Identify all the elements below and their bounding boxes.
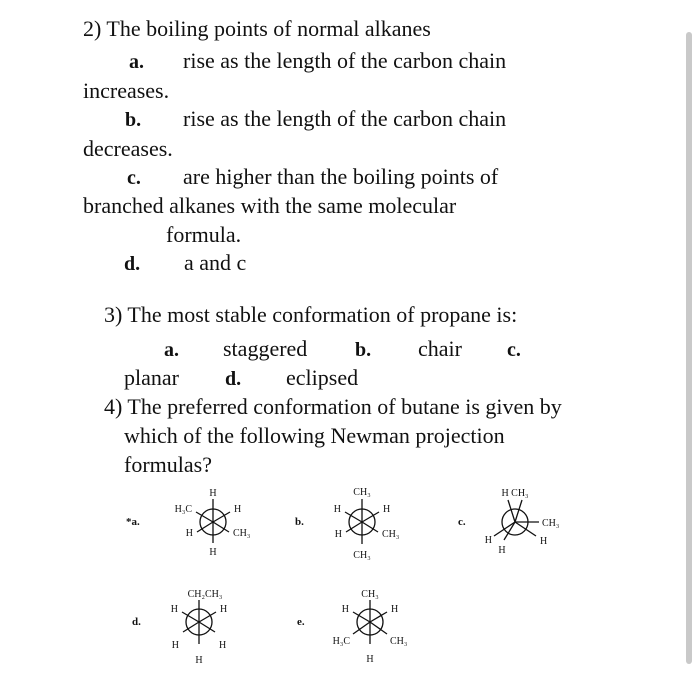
q2-c-cont2: formula. (166, 222, 242, 247)
e-lr: CH₃ (390, 636, 408, 647)
q4-stem-line1: 4) The preferred conformation of butane is given by (104, 394, 562, 419)
a-ur: H (234, 504, 242, 515)
q2-d-label: d. (124, 253, 141, 275)
option-a-label: *a. (126, 516, 140, 528)
a-ul: H₃C (174, 504, 192, 515)
c-top: H CH₃ (501, 488, 529, 499)
newman-projection-d (150, 584, 260, 668)
c-lr: H (540, 536, 548, 547)
q2-c-text: are higher than the boiling points of (183, 164, 499, 189)
c-ll: H (484, 535, 492, 546)
a-top: H (209, 488, 217, 499)
scrollbar[interactable] (686, 32, 692, 664)
e-ur: H (391, 604, 399, 615)
a-bottom: H (209, 547, 217, 558)
q2-stem: 2) The boiling points of normal alkanes (83, 16, 431, 41)
a-lr: CH₃ (233, 528, 251, 539)
b-bottom: CH₃ (353, 550, 371, 561)
b-lr: CH₃ (382, 529, 400, 540)
e-bottom: H (366, 654, 374, 665)
newman-projection-e (310, 584, 430, 668)
q2-c-label: c. (127, 167, 141, 189)
option-d-label: d. (132, 616, 141, 628)
q3-a-text: staggered (223, 336, 308, 361)
a-ll: H (185, 528, 193, 539)
q2-a-cont: increases. (83, 78, 170, 103)
q2-a-label: a. (129, 51, 144, 73)
q3-b-label: b. (355, 339, 372, 361)
q3-a-label: a. (164, 339, 179, 361)
q3-stem: 3) The most stable conformation of propane is: (104, 302, 518, 327)
option-e-label: e. (297, 616, 305, 628)
c-r: CH₃ (542, 518, 560, 529)
newman-projection-b (310, 482, 420, 566)
d-ur: H (220, 604, 228, 615)
q2-b-label: b. (125, 109, 142, 131)
q2-d-text: a and c (184, 250, 247, 275)
option-c-label: c. (458, 516, 466, 528)
q3-c-text: planar (124, 365, 179, 390)
q2-b-text: rise as the length of the carbon chain (183, 106, 507, 131)
b-ur: H (383, 504, 391, 515)
b-top: CH₃ (353, 487, 371, 498)
b-ll: H (334, 529, 342, 540)
q2-c-cont1: branched alkanes with the same molecular (83, 193, 457, 218)
d-ll: H (171, 640, 179, 651)
b-ul: H (333, 504, 341, 515)
option-b-label: b. (295, 516, 304, 528)
d-top: CH₂CH₃ (187, 589, 223, 600)
q2-a-text: rise as the length of the carbon chain (183, 48, 507, 73)
d-lr: H (219, 640, 227, 651)
q3-d-label: d. (225, 368, 242, 390)
c-bottom: H (498, 545, 506, 556)
d-ul: H (170, 604, 178, 615)
q2-b-cont: decreases. (83, 136, 173, 161)
d-bottom: H (195, 655, 203, 666)
e-ul: H (341, 604, 349, 615)
q4-stem-line3: formulas? (124, 452, 212, 477)
e-top: CH₃ (361, 589, 379, 600)
e-ll: H₃C (332, 636, 350, 647)
newman-projection-a (160, 484, 270, 566)
q4-stem-line2: which of the following Newman projection (124, 423, 505, 448)
q3-b-text: chair (418, 336, 462, 361)
q3-c-label: c. (507, 339, 521, 361)
newman-projection-c (480, 482, 590, 566)
q3-d-text: eclipsed (286, 365, 359, 390)
